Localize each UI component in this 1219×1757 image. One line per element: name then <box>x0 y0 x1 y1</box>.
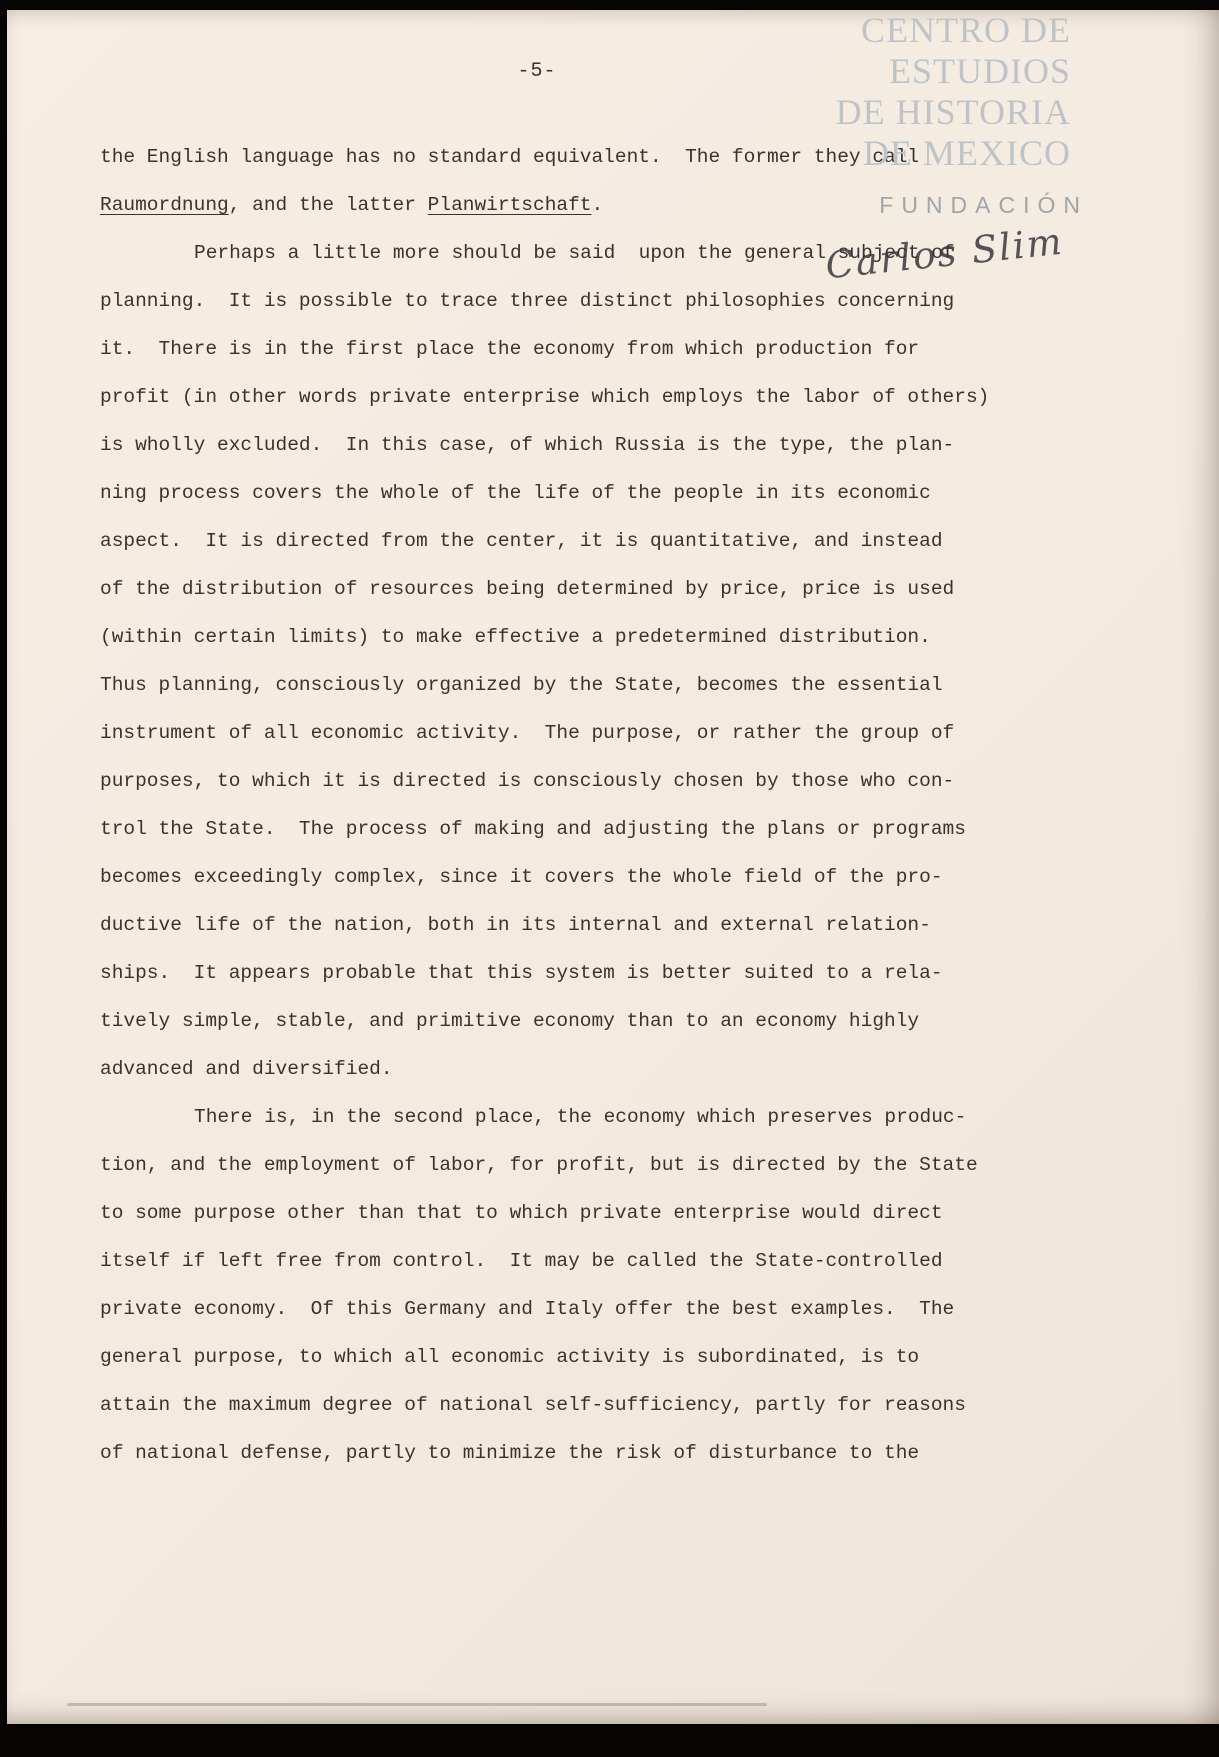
text-segment: , and the latter <box>228 194 428 216</box>
text-segment: profit (in other words private enterprise which employs the labor of others) <box>100 386 990 408</box>
text-line <box>100 1381 1035 1429</box>
signature: Carlos Slim <box>823 219 1066 288</box>
text-line <box>100 229 1035 277</box>
text-line <box>100 1429 1035 1477</box>
text-line <box>100 1333 1035 1381</box>
text-line <box>100 709 1035 757</box>
text-line <box>100 997 1035 1045</box>
text-line <box>100 565 1035 613</box>
text-line <box>100 1189 1035 1237</box>
text-segment: of national defense, partly to minimize the risk of disturbance to the <box>100 1442 920 1464</box>
text-line <box>100 133 1035 181</box>
text-segment: ning process covers the whole of the life of the people in its economic <box>100 482 931 504</box>
text-segment: general purpose, to which all economic activity is subordinated, is to <box>100 1346 920 1368</box>
watermark-line: DE HISTORIA <box>835 92 1071 132</box>
paper <box>7 10 1219 1724</box>
text-segment: of the distribution of resources being determined by price, price is used <box>100 578 955 600</box>
text-segment: . <box>591 194 604 216</box>
text-segment: Thus planning, consciously organized by the State, becomes the essential <box>100 674 943 696</box>
text-segment: aspect. It is directed from the center, it is quantitative, and instead <box>100 530 943 552</box>
text-segment: purposes, to which it is directed is consciously chosen by those who con- <box>100 770 955 792</box>
text-segment: is wholly excluded. In this case, of which Russia is the type, the plan- <box>100 434 955 456</box>
text-segment: instrument of all economic activity. The purpose, or rather the group of <box>100 722 955 744</box>
watermark-line: DE MEXICO <box>863 133 1071 173</box>
watermark-foundation: FUNDACIÓN <box>879 192 1088 218</box>
text-line <box>100 421 1035 469</box>
text-segment: to some purpose other than that to which private enterprise would direct <box>100 1202 943 1224</box>
text-line <box>100 901 1035 949</box>
text-segment: trol the State. The process of making and adjusting the plans or programs <box>100 818 966 840</box>
text-segment: (within certain limits) to make effective a predetermined distribution. <box>100 626 931 648</box>
text-line <box>100 373 1035 421</box>
text-segment: There is, in the second place, the economy which preserves produc- <box>194 1106 967 1128</box>
text-segment: tively simple, stable, and primitive economy than to an economy highly <box>100 1010 920 1032</box>
text-line <box>100 325 1035 373</box>
text-line <box>100 853 1035 901</box>
watermark-line: CENTRO DE <box>861 10 1071 50</box>
text-segment: ductive life of the nation, both in its internal and external relation- <box>100 914 931 936</box>
text-line <box>100 1237 1035 1285</box>
text-segment: itself if left free from control. It may be called the State-controlled <box>100 1250 943 1272</box>
watermark-line: ESTUDIOS <box>888 51 1071 91</box>
text-segment: becomes exceedingly complex, since it covers the whole field of the pro- <box>100 866 943 888</box>
text-segment: private economy. Of this Germany and Italy offer the best examples. The <box>100 1298 955 1320</box>
text-line <box>100 1093 1035 1141</box>
text-segment: tion, and the employment of labor, for profit, but is directed by the State <box>100 1154 978 1176</box>
text-line <box>100 661 1035 709</box>
text-segment: Perhaps a little more should be said upon the general subject of <box>194 242 955 264</box>
text-segment: the English language has no standard equivalent. The former they call <box>100 146 920 168</box>
text-line <box>100 805 1035 853</box>
text-line <box>100 1141 1035 1189</box>
underlined-term: Planwirtschaft <box>427 194 592 216</box>
document-body <box>100 133 1035 1477</box>
text-segment: it. There is in the first place the economy from which production for <box>100 338 920 360</box>
page-number: -5- <box>517 60 557 83</box>
text-line <box>100 613 1035 661</box>
page-bottom-edge <box>67 1703 767 1706</box>
text-line <box>100 1045 1035 1093</box>
text-line <box>100 181 1035 229</box>
text-line <box>100 1285 1035 1333</box>
text-line <box>100 469 1035 517</box>
text-line <box>100 517 1035 565</box>
text-line <box>100 757 1035 805</box>
text-line <box>100 277 1035 325</box>
text-segment: attain the maximum degree of national self-sufficiency, partly for reasons <box>100 1394 966 1416</box>
text-segment: planning. It is possible to trace three distinct philosophies concerning <box>100 290 955 312</box>
underlined-term: Raumordnung <box>100 194 229 216</box>
text-segment: advanced and diversified. <box>100 1058 393 1080</box>
text-segment: ships. It appears probable that this system is better suited to a rela- <box>100 962 943 984</box>
text-line <box>100 949 1035 997</box>
